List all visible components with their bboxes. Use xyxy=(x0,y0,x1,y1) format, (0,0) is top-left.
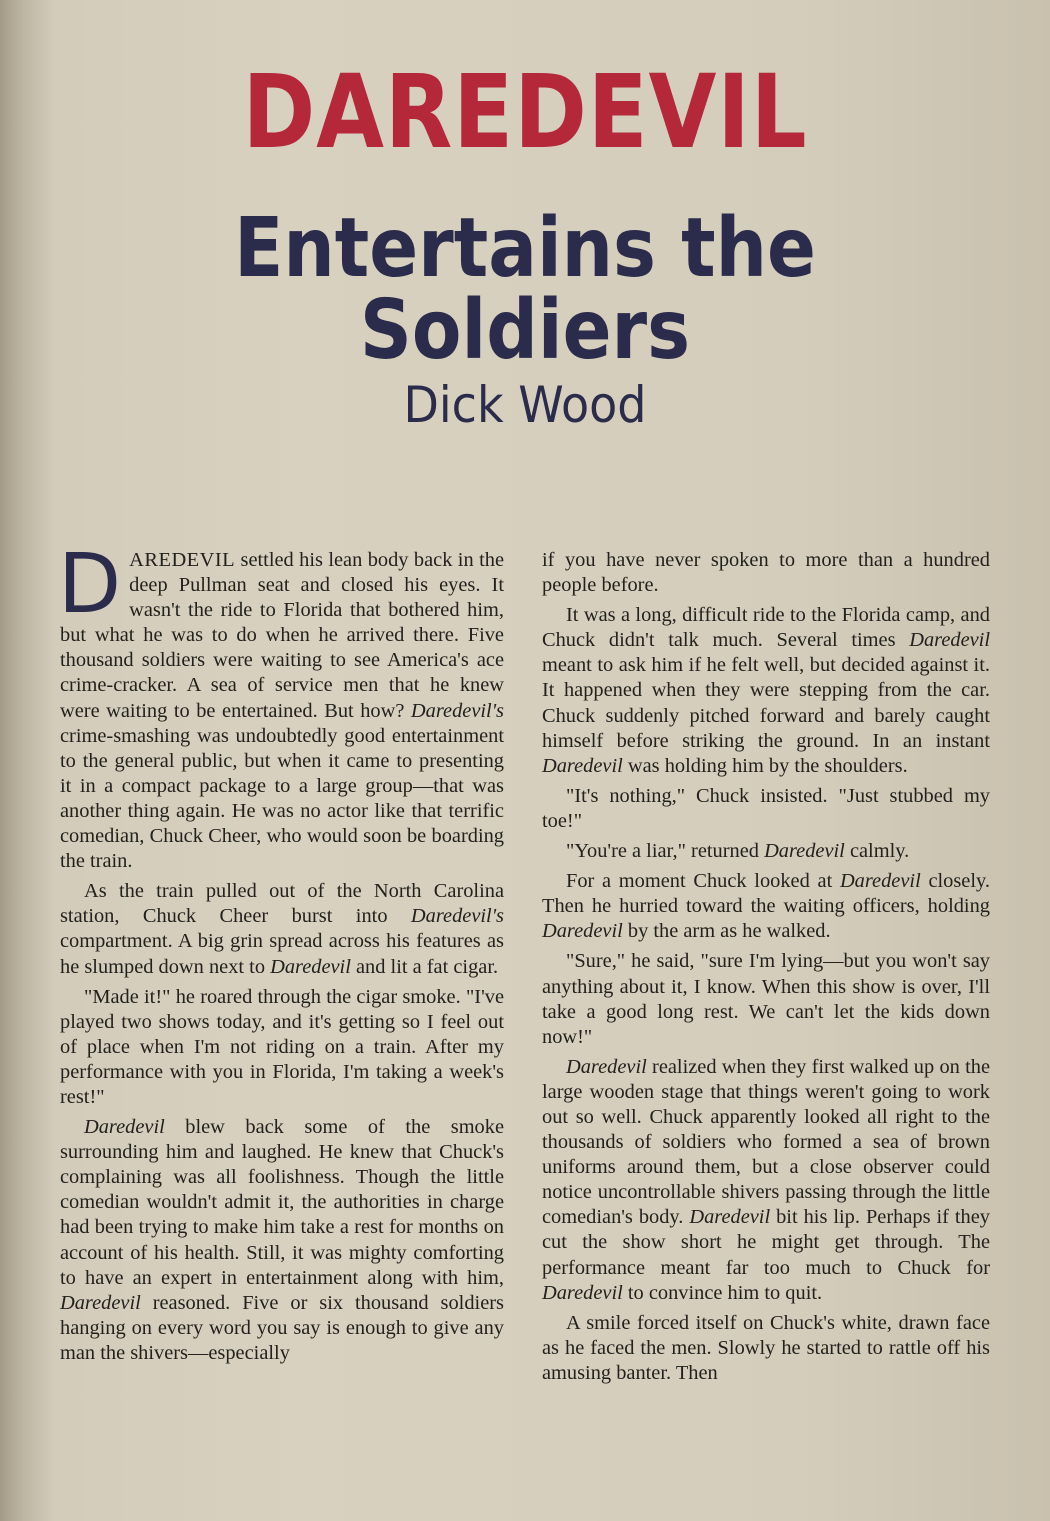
lead-in-word: AREDEVIL xyxy=(129,549,236,571)
paragraph: if you have never spoken to more than a hundred people before. xyxy=(542,549,990,597)
paragraph: As the train pulled out of the North Carolina station, Chuck Cheer burst into Daredevil's compartment. A big grin spread across his features as he slumped down next to Daredevil and lit a fat cigar. xyxy=(60,880,504,978)
paragraph: "It's nothing," Chuck insisted. "Just stubbed my toe!" xyxy=(542,784,990,832)
paragraph: It was a long, difficult ride to the Florida camp, and Chuck didn't talk much. Several times Daredevil meant to ask him if he felt well, but decided against it. It happened when they were stepping from the car. Chuck suddenly pitched forward and barely caught himself before striking the ground. In an instant Daredevil was holding him by the shoulders. xyxy=(542,604,990,777)
paragraph: A smile forced itself on Chuck's white, drawn face as he faced the men. Slowly he started to rattle off his amusing banter. Then xyxy=(542,1311,990,1384)
paragraph: "Made it!" he roared through the cigar smoke. "I've played two shows today, and it's getting so I feel out of place when I'm not riding on a train. After my performance with you in Florida, I'm taking a week's rest!" xyxy=(60,985,504,1108)
story-subtitle: Entertains the Soldiers xyxy=(234,201,816,378)
paragraph: For a moment Chuck looked at Daredevil closely. Then he hurried toward the waiting officers, holding Daredevil by the arm as he walked. xyxy=(542,870,990,943)
paragraph: Daredevil realized when they first walked up on the large wooden stage that things weren't going to work out so well. Chuck apparently looked all right to the thousands of soldiers who formed a sea of brown uniforms around them, but a close observer could notice uncontrollable shivers passing through the little comedian's body. Daredevil bit his lip. Perhaps if they cut the show short he might get through. The performance meant far too much to Chuck for Daredevil to convince him to quit. xyxy=(542,1055,990,1304)
paragraph: "You're a liar," returned Daredevil calmly. xyxy=(566,840,910,863)
paragraph: "Sure," he said, "sure I'm lying—but you won't say anything about it, I know. When this show is over, I'll take a good long rest. We can't let the kids down now!" xyxy=(542,950,990,1048)
right-text-column xyxy=(542,548,990,1391)
paragraph: Daredevil blew back some of the smoke surrounding him and laughed. He knew that Chuck's complaining was all foolishness. Though the little comedian wouldn't admit it, the authorities in charge had been trying to make him take a rest for months on account of his health. Still, it was mighty comforting to have an expert in entertainment along with him, Daredevil reasoned. Five or six thousand soldiers hanging on every word you say is enough to give any man the shivers—especially xyxy=(60,1116,504,1364)
drop-cap: D xyxy=(58,537,122,632)
author-byline: Dick Wood xyxy=(403,376,647,434)
left-text-column xyxy=(58,537,504,1371)
paragraph: DAREDEVIL settled his lean body back in the deep Pullman seat and closed his eyes. It wasn't the ride to Florida that bothered him, but what he was to do when he arrived there. Five thousand soldiers were waiting to see America's ace crime-cracker. A sea of service men that he knew were waiting to be entertained. But how? Daredevil's crime-smashing was undoubtedly good entertainment to the general public, but when it came to presenting it in a compact package to a large group—that was another thing again. He was no actor like that terrific comedian, Chuck Cheer, who would soon be boarding the train. xyxy=(58,537,504,873)
story-title: DAREDEVIL xyxy=(242,53,808,172)
